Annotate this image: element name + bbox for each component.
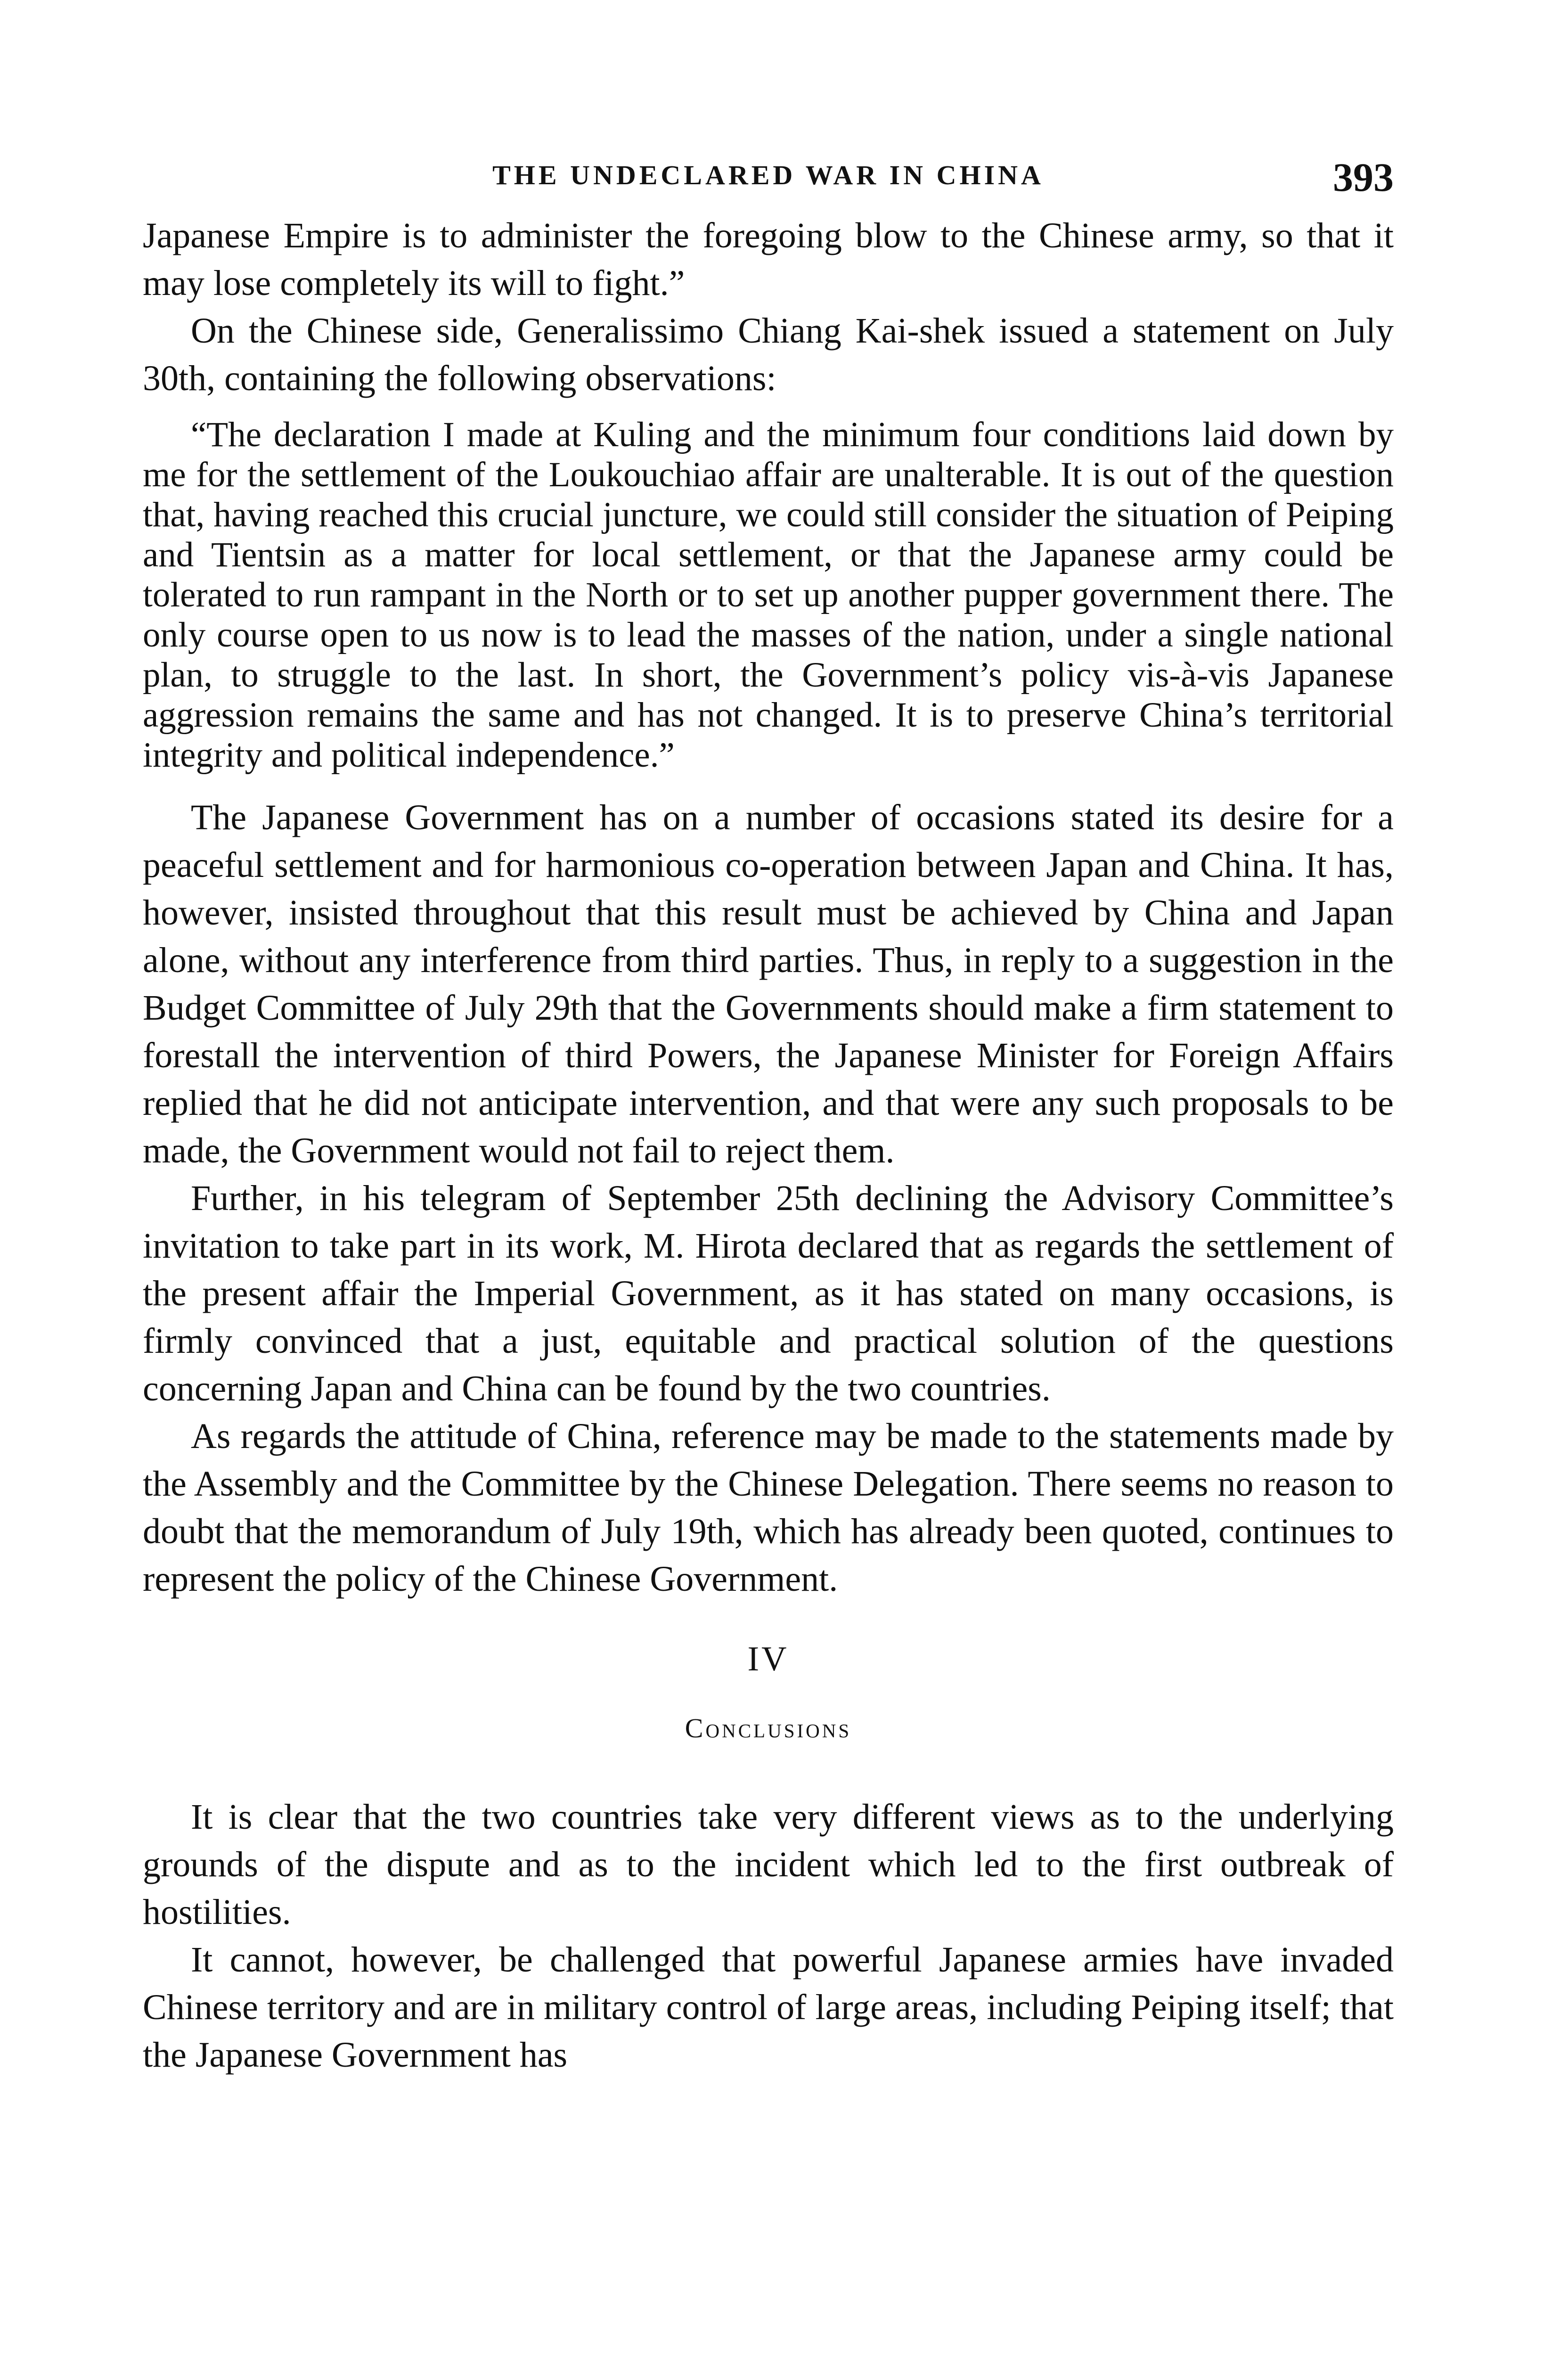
paragraph-hirota-telegram: Further, in his telegram of September 25th declining the Advisory Committee’s invitation to take part in its work, M. Hirota declared that as regards the settlement of the present affair the Imperial Government, as it has stated on many occasions, is firmly convinced that a just, equitable and practical solution of the questions concerning Japan and China can be found by the two countries.	[143, 1178, 1394, 1408]
paragraph-japanese-government: The Japanese Government has on a number of occasions stated its desire for a peaceful settlement and for harmonious co-operation between Japan and China. It has, however, insisted throughout that this result must be achieved by China and Japan alone, without any interference from third parties. Thus, in reply to a suggestion in the Budget Committee of July 29th that the Governments should make a firm statement to forestall the intervention of third Powers, the Japanese Minister for Foreign Affairs replied that he did not anticipate intervention, and that were any such proposals to be made, the Government would not fail to reject them.	[143, 798, 1394, 1170]
section-title: Conclusions	[685, 1713, 852, 1743]
paragraph-continuation: Japanese Empire is to administer the foregoing blow to the Chinese army, so that it may lose completely its will to fight.”	[143, 216, 1394, 303]
conclusion-paragraph-1: It is clear that the two countries take very different views as to the underlying grounds of the dispute and as to the incident which led to the first outbreak of hostilities.	[143, 1797, 1394, 1932]
conclusion-paragraph-2: It cannot, however, be challenged that powerful Japanese armies have invaded Chinese territory and are in military control of large areas, including Peiping itself; that the Japanese Government has	[143, 1940, 1394, 2075]
section-number: IV	[747, 1640, 789, 1678]
paragraph-china-attitude: As regards the attitude of China, reference may be made to the statements made by the Assembly and the Committee by the Chinese Delegation. There seems no reason to doubt that the memorandum of July 19th, which has already been quoted, continues to represent the policy of the Chinese Government.	[143, 1416, 1394, 1599]
book-page	[143, 141, 1394, 2356]
paragraph-chiang-statement-intro: On the Chinese side, Generalissimo Chiang Kai-shek issued a statement on July 30th, containing the following observations:	[143, 311, 1394, 398]
page-number: 393	[1333, 155, 1394, 200]
running-head	[143, 141, 1394, 212]
running-title: THE UNDECLARED WAR IN CHINA	[492, 160, 1044, 190]
main-text	[143, 212, 1394, 1603]
block-quote: “The declaration I made at Kuling and the minimum four conditions laid down by me for the settlement of the Loukouchiao affair are unalterable. It is out of the question that, having reached this crucial juncture, we could still consider the situation of Peiping and Tientsin as a matter for local settlement, or that the Japanese army could be tolerated to run rampant in the North or to set up another pupper government there. The only course open to us now is to lead the masses of the nation, under a single national plan, to struggle to the last. In short, the Government’s policy vis-à-vis Japanese aggression remains the same and has not changed. It is to preserve China’s territorial integrity and political independence.”	[143, 415, 1394, 775]
conclusions-section	[143, 1638, 1394, 2079]
